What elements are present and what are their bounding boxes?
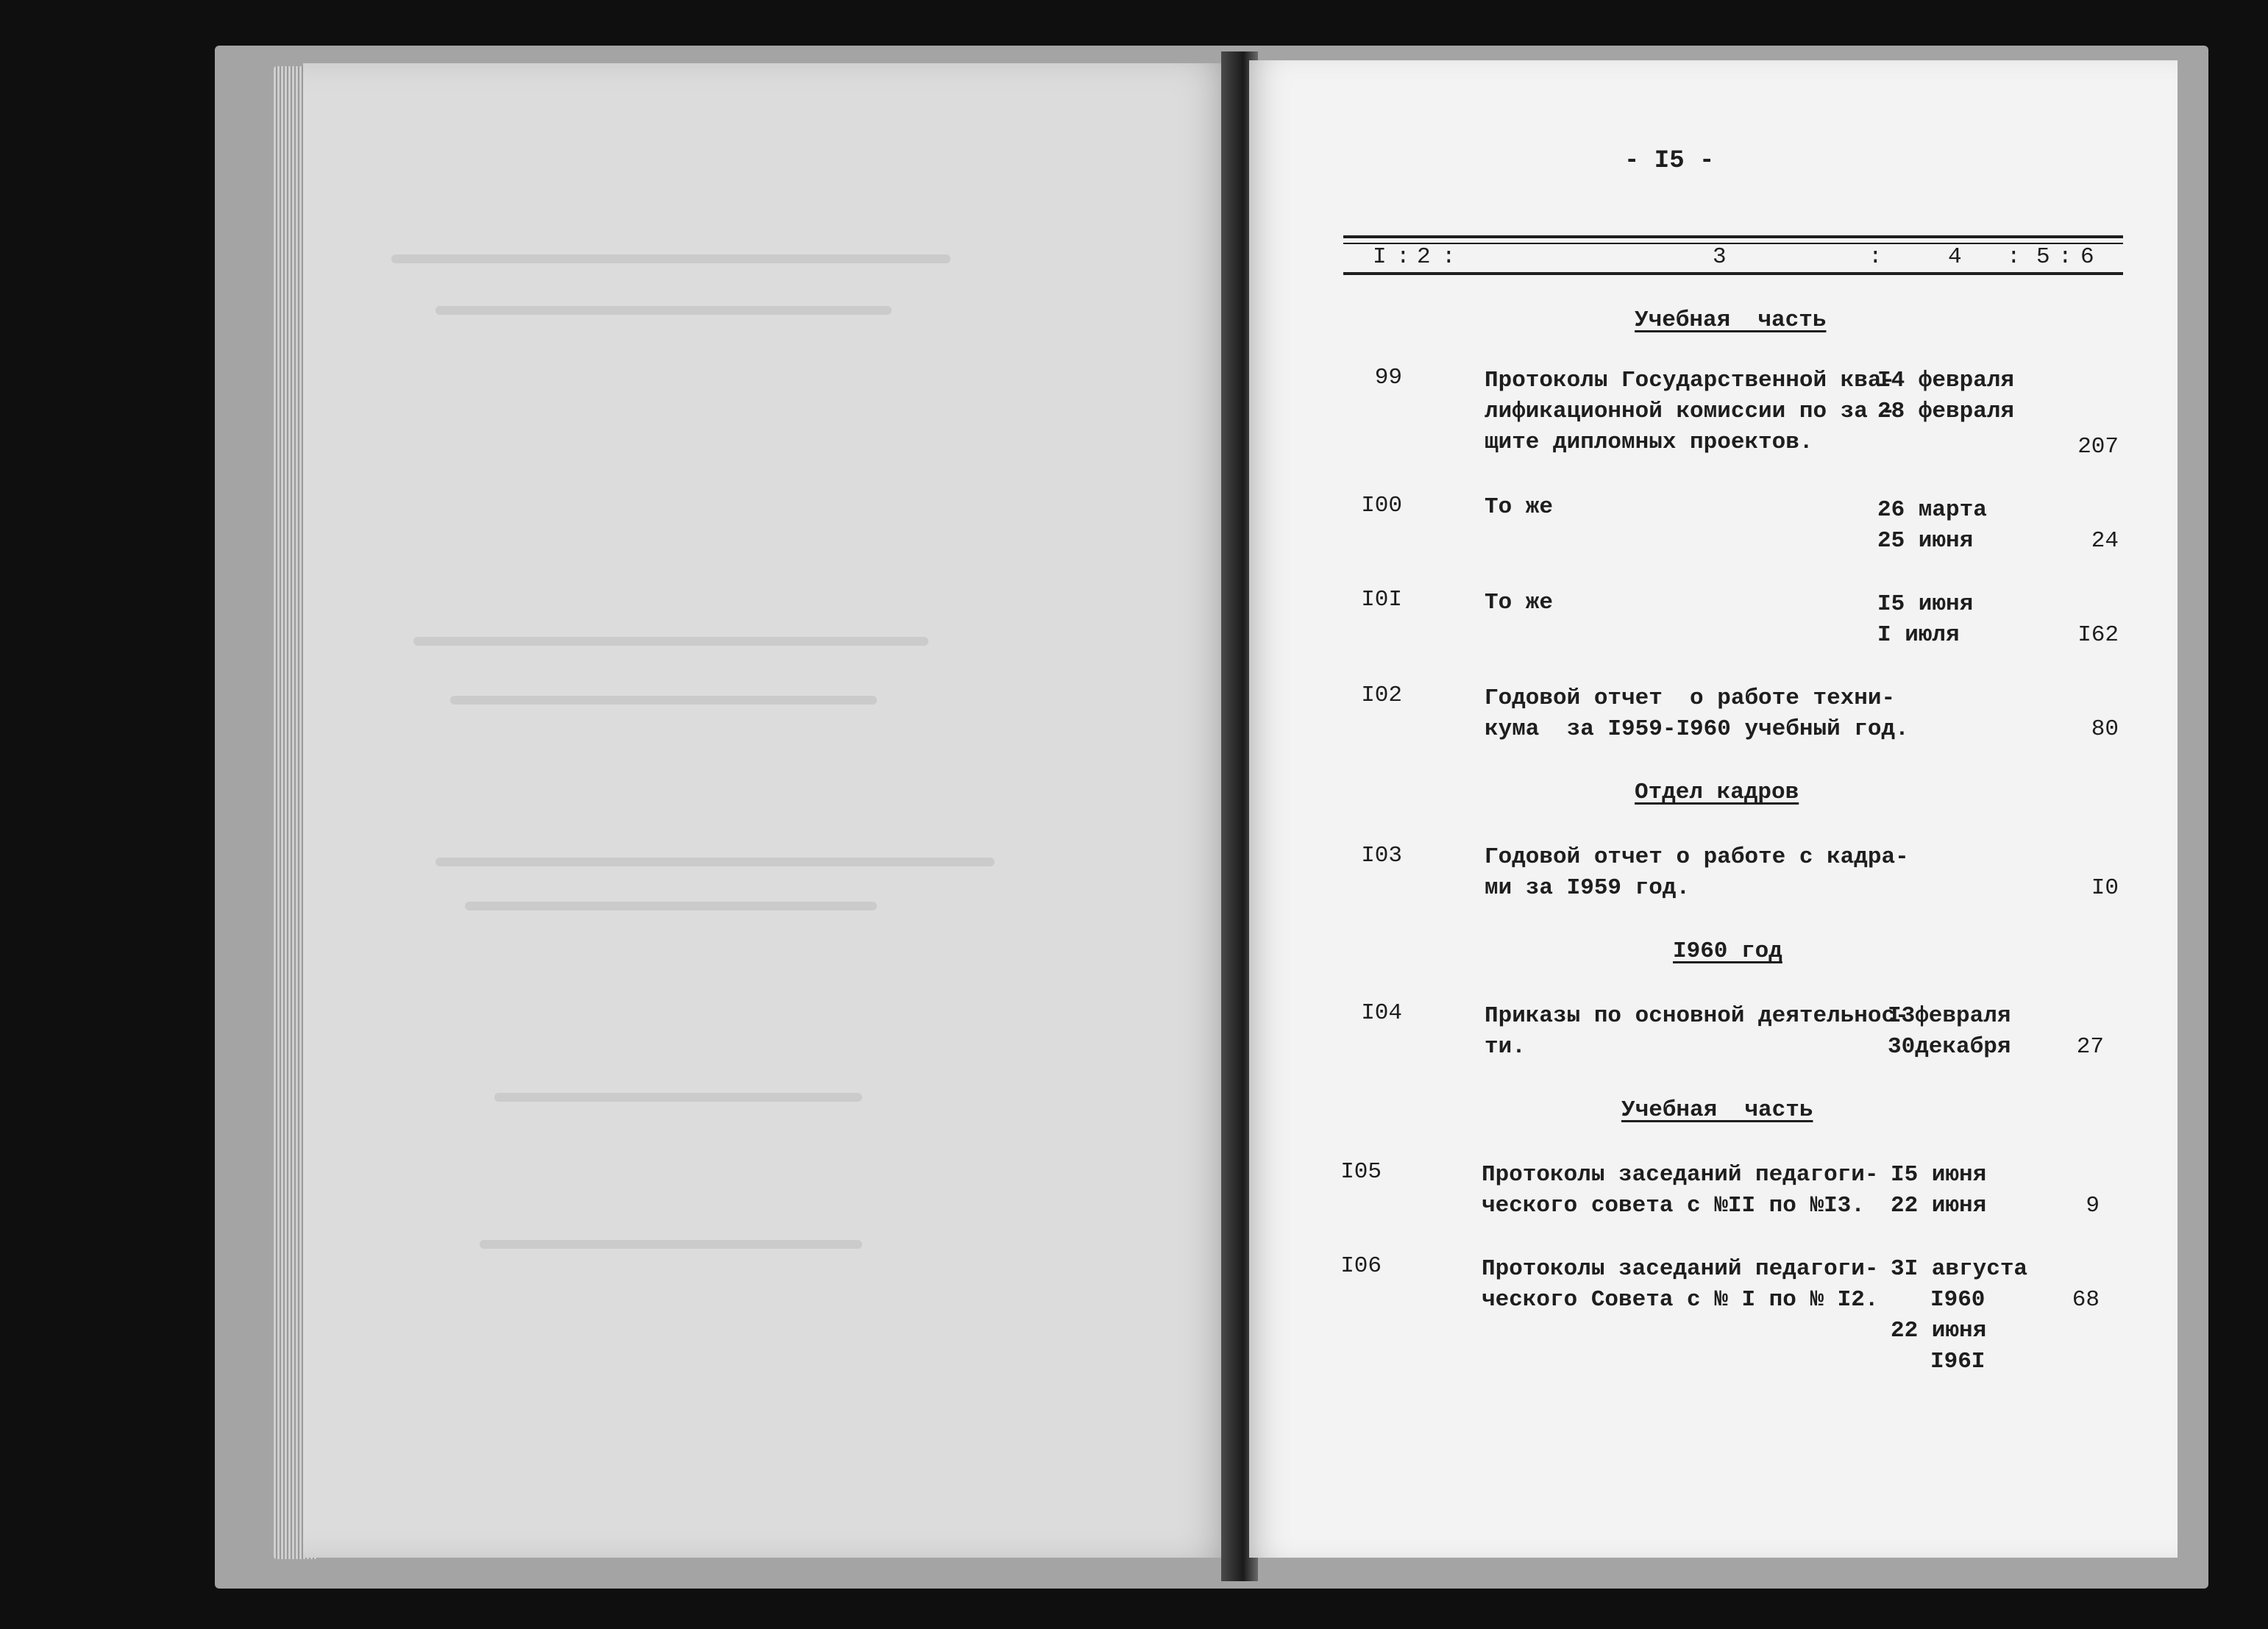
entry-date: I96I: [1930, 1349, 1986, 1375]
entry-number: I04: [1361, 1000, 1402, 1026]
entry-date: 28 февраля: [1877, 399, 2015, 424]
entry-title-line: ческого Совета с № I по № I2.: [1482, 1287, 1879, 1313]
entry-date: 22 июня: [1891, 1193, 1987, 1219]
entry-title-line: Протоколы заседаний педагоги-: [1482, 1162, 1879, 1188]
entry-title-line: кума за I959-I960 учебный год.: [1485, 716, 1909, 742]
section-heading: I960 год: [1673, 938, 1782, 964]
entry-date: 30декабря: [1888, 1034, 2011, 1060]
header-top-rule: [1343, 235, 2123, 238]
entry-number: I00: [1361, 493, 1402, 518]
header-sep: :: [2058, 244, 2072, 270]
page-number: - I5 -: [1624, 147, 1715, 175]
entry-pages: 9: [2086, 1193, 2100, 1219]
entry-title-line: Годовой отчет о работе с кадра-: [1485, 844, 1909, 870]
header-bottom-rule: [1343, 272, 2123, 275]
entry-title-line: ческого совета с №II по №I3.: [1482, 1193, 1865, 1219]
header-col-6: 6: [2080, 244, 2094, 270]
section-heading: Учебная часть: [1635, 307, 1827, 333]
header-sep: :: [1442, 244, 1456, 270]
entry-pages: 68: [2072, 1287, 2100, 1313]
entry-date: I960: [1930, 1287, 1986, 1313]
entry-title-line: ти.: [1485, 1034, 1526, 1060]
entry-title-line: Протоколы заседаний педагоги-: [1482, 1256, 1879, 1282]
section-heading: Учебная часть: [1621, 1097, 1813, 1123]
header-sep: :: [1396, 244, 1410, 270]
entry-date: I5 июня: [1877, 591, 1974, 617]
section-heading: Отдел кадров: [1635, 780, 1799, 805]
entry-number: I06: [1340, 1253, 1382, 1279]
header-col-4: 4: [1948, 244, 1962, 270]
entry-pages: 80: [2091, 716, 2119, 742]
entry-title-line: щите дипломных проектов.: [1485, 429, 1813, 455]
header-sep: :: [1869, 244, 1883, 270]
header-sep: :: [2007, 244, 2021, 270]
header-col-1: I: [1373, 244, 1387, 270]
header-top-rule-2: [1343, 243, 2123, 244]
entry-pages: 27: [2076, 1034, 2104, 1060]
entry-date: I июля: [1877, 622, 1960, 648]
entry-pages: 207: [2077, 434, 2119, 460]
entry-title-line: ми за I959 год.: [1485, 875, 1691, 901]
entry-title-line: лификационной комиссии по за -: [1485, 399, 1896, 424]
entry-number: I0I: [1361, 587, 1402, 613]
entry-date: I4 февраля: [1877, 368, 2015, 393]
entry-title-line: То же: [1485, 590, 1554, 616]
entry-date: I5 июня: [1891, 1162, 1987, 1188]
entry-title-line: Протоколы Государственной ква-: [1485, 368, 1896, 393]
entry-pages: I0: [2091, 875, 2119, 901]
header-col-2: 2: [1417, 244, 1431, 270]
entry-date: 3I августа: [1891, 1256, 2028, 1282]
right-page: [1249, 60, 2178, 1558]
entry-title-line: Годовой отчет о работе техни-: [1485, 685, 1896, 711]
entry-date: 22 июня: [1891, 1318, 1987, 1344]
entry-date: 25 июня: [1877, 528, 1974, 554]
entry-date: 26 марта: [1877, 497, 1987, 523]
entry-pages: 24: [2091, 528, 2119, 554]
entry-number: I05: [1340, 1159, 1382, 1185]
entry-title-line: Приказы по основной деятельнос-: [1485, 1003, 1909, 1029]
entry-title-line: То же: [1485, 494, 1554, 520]
header-col-3: 3: [1713, 244, 1727, 270]
entry-date: I3февраля: [1888, 1003, 2011, 1029]
header-col-5: 5: [2036, 244, 2050, 270]
left-page-blank: [303, 63, 1234, 1558]
entry-number: I03: [1361, 843, 1402, 869]
entry-number: I02: [1361, 682, 1402, 708]
entry-number: 99: [1374, 365, 1402, 391]
entry-pages: I62: [2077, 622, 2119, 648]
